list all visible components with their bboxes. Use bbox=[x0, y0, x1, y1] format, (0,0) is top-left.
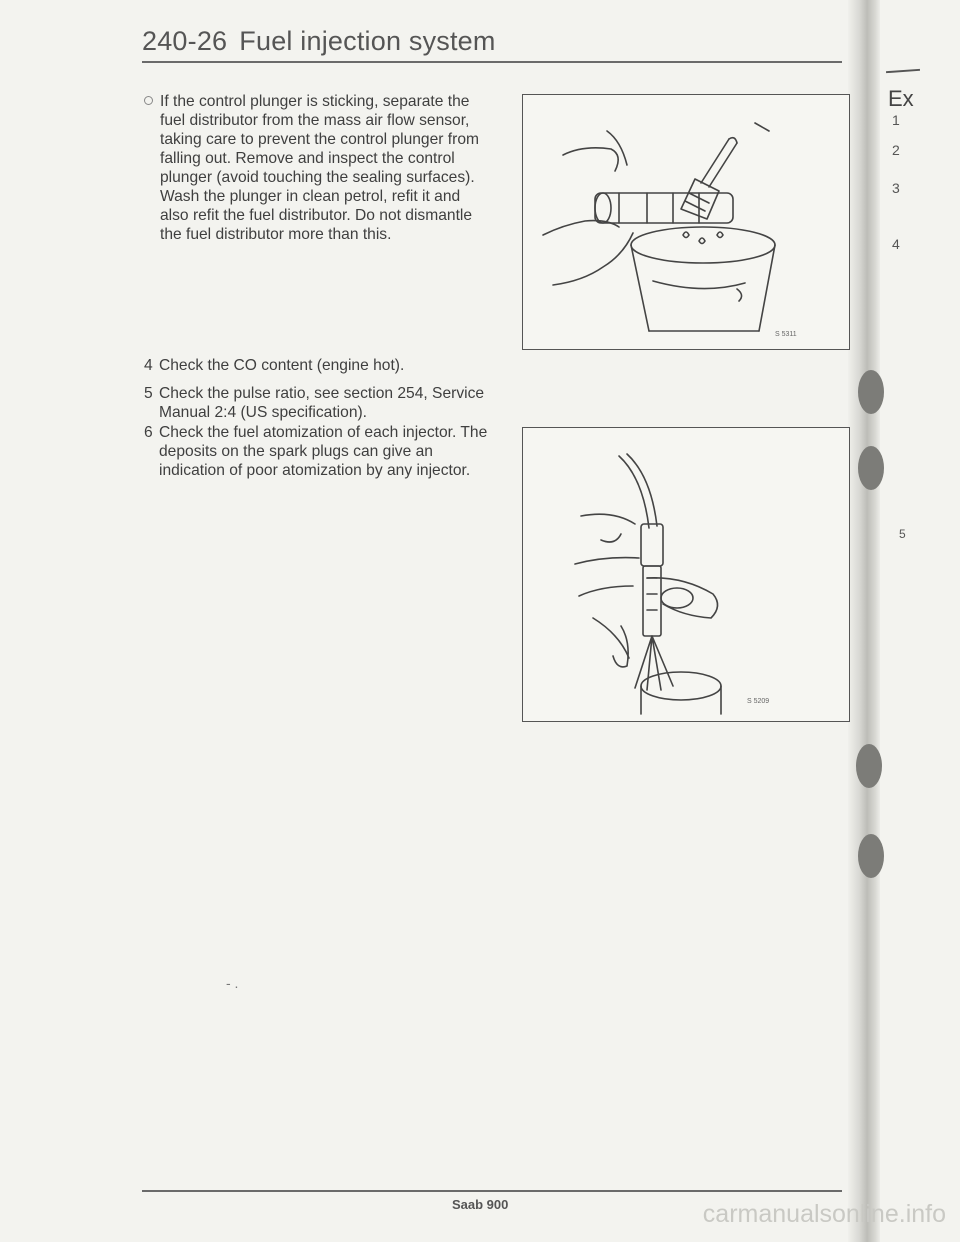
figure-id: S 5311 bbox=[775, 331, 797, 338]
punch-hole bbox=[858, 446, 884, 490]
step-number: 6 bbox=[144, 424, 153, 441]
step-item bbox=[144, 384, 488, 422]
tab-number: 5 bbox=[899, 527, 906, 541]
step-text: Check the pulse ratio, see section 254, Service Manual 2:4 (US specification). bbox=[159, 385, 485, 421]
punch-hole bbox=[856, 744, 882, 788]
tab-number: 1 bbox=[892, 112, 900, 128]
step-text: Check the CO content (engine hot). bbox=[159, 357, 405, 374]
footer-rule bbox=[142, 1190, 842, 1192]
figure-injector-atomization bbox=[522, 427, 850, 722]
step-item bbox=[144, 423, 488, 480]
binding-edge bbox=[848, 0, 880, 1242]
tab-title: Ex bbox=[888, 86, 914, 111]
figure-plunger-cleaning bbox=[522, 94, 850, 350]
punch-hole bbox=[858, 370, 884, 414]
stray-mark: - . bbox=[226, 975, 239, 991]
intro-paragraph: If the control plunger is sticking, separate the fuel distributor from the mass air flow sensor, taking care to prevent the control plunger from falling out. Remove and inspect the control plunger (avoid touching the sealing surfaces). Wash the plunger in clean petrol, refit it and also refit the fuel distributor. Do not dismantle the fuel distributor more than this. bbox=[148, 92, 486, 244]
step-text: Check the fuel atomization of each injector. The deposits on the spark plugs can give an indication of poor atomization by any injector. bbox=[159, 424, 488, 479]
step-item bbox=[144, 356, 488, 375]
section-code: 240-26 bbox=[142, 26, 228, 56]
punch-hole bbox=[858, 834, 884, 878]
watermark: carmanualsonline.info bbox=[702, 1200, 946, 1228]
tab-number: 3 bbox=[892, 180, 900, 196]
tab-number: 4 bbox=[892, 236, 900, 252]
step-number: 5 bbox=[144, 385, 153, 402]
bullet-icon bbox=[144, 96, 153, 105]
page-footer: Saab 900 bbox=[452, 1197, 509, 1212]
plunger-cleaning-illustration bbox=[523, 95, 849, 349]
injector-atomization-illustration bbox=[523, 428, 849, 721]
page-header bbox=[142, 26, 496, 57]
figure-id: S 5209 bbox=[747, 698, 770, 705]
tab-number: 2 bbox=[892, 142, 900, 158]
step-number: 4 bbox=[144, 357, 153, 374]
tab-rule bbox=[886, 69, 920, 73]
page-title: Fuel injection system bbox=[239, 26, 496, 56]
header-rule bbox=[142, 61, 842, 63]
